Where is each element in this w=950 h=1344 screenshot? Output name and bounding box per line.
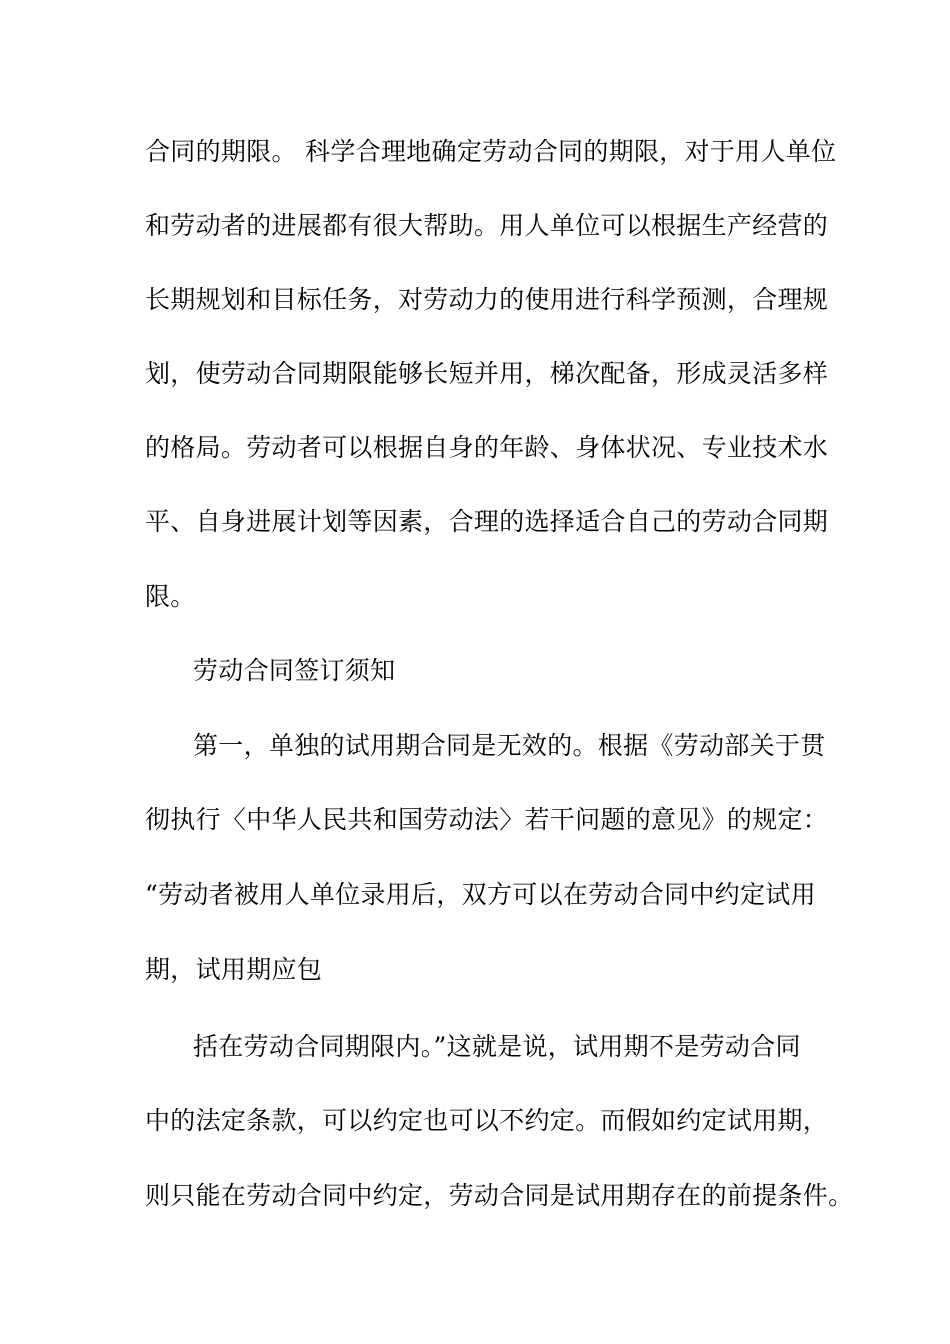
paragraph-line: 的格局。劳动者可以根据自身的年龄、身体状况、专业技术水 (145, 433, 829, 462)
paragraph-line: 彻执行〈中华人民共和国劳动法〉若干问题的意见》的规定： (145, 805, 829, 834)
paragraph-line: “劳动者被用人单位录用后，双方可以在劳动合同中约定试用 (145, 880, 816, 909)
paragraph-line: 第一，单独的试用期合同是无效的。根据《劳动部关于贯 (193, 731, 826, 760)
paragraph-line: 和劳动者的进展都有很大帮助。用人单位可以根据生产经营的 (145, 211, 829, 240)
paragraph-line: 期，试用期应包 (145, 955, 323, 984)
paragraph-line: 平、自身进展计划等因素，合理的选择适合自己的劳动合同期 (145, 507, 829, 536)
paragraph-line: 则只能在劳动合同中约定，劳动合同是试用期存在的前提条件。 (145, 1181, 854, 1210)
paragraph-line: 划，使劳动合同期限能够长短并用，梯次配备，形成灵活多样 (145, 359, 829, 388)
paragraph-line: 括在劳动合同期限内。”这就是说，试用期不是劳动合同 (193, 1032, 801, 1061)
paragraph-line: 中的法定条款，可以约定也可以不约定。而假如约定试用期， (145, 1106, 829, 1135)
paragraph-line: 限。 (145, 582, 196, 611)
paragraph-line: 长期规划和目标任务，对劳动力的使用进行科学预测，合理规 (145, 285, 829, 314)
paragraph-line: 合同的期限。 科学合理地确定劳动合同的期限，对于用人单位 (145, 137, 837, 166)
section-heading: 劳动合同签订须知 (193, 656, 396, 685)
